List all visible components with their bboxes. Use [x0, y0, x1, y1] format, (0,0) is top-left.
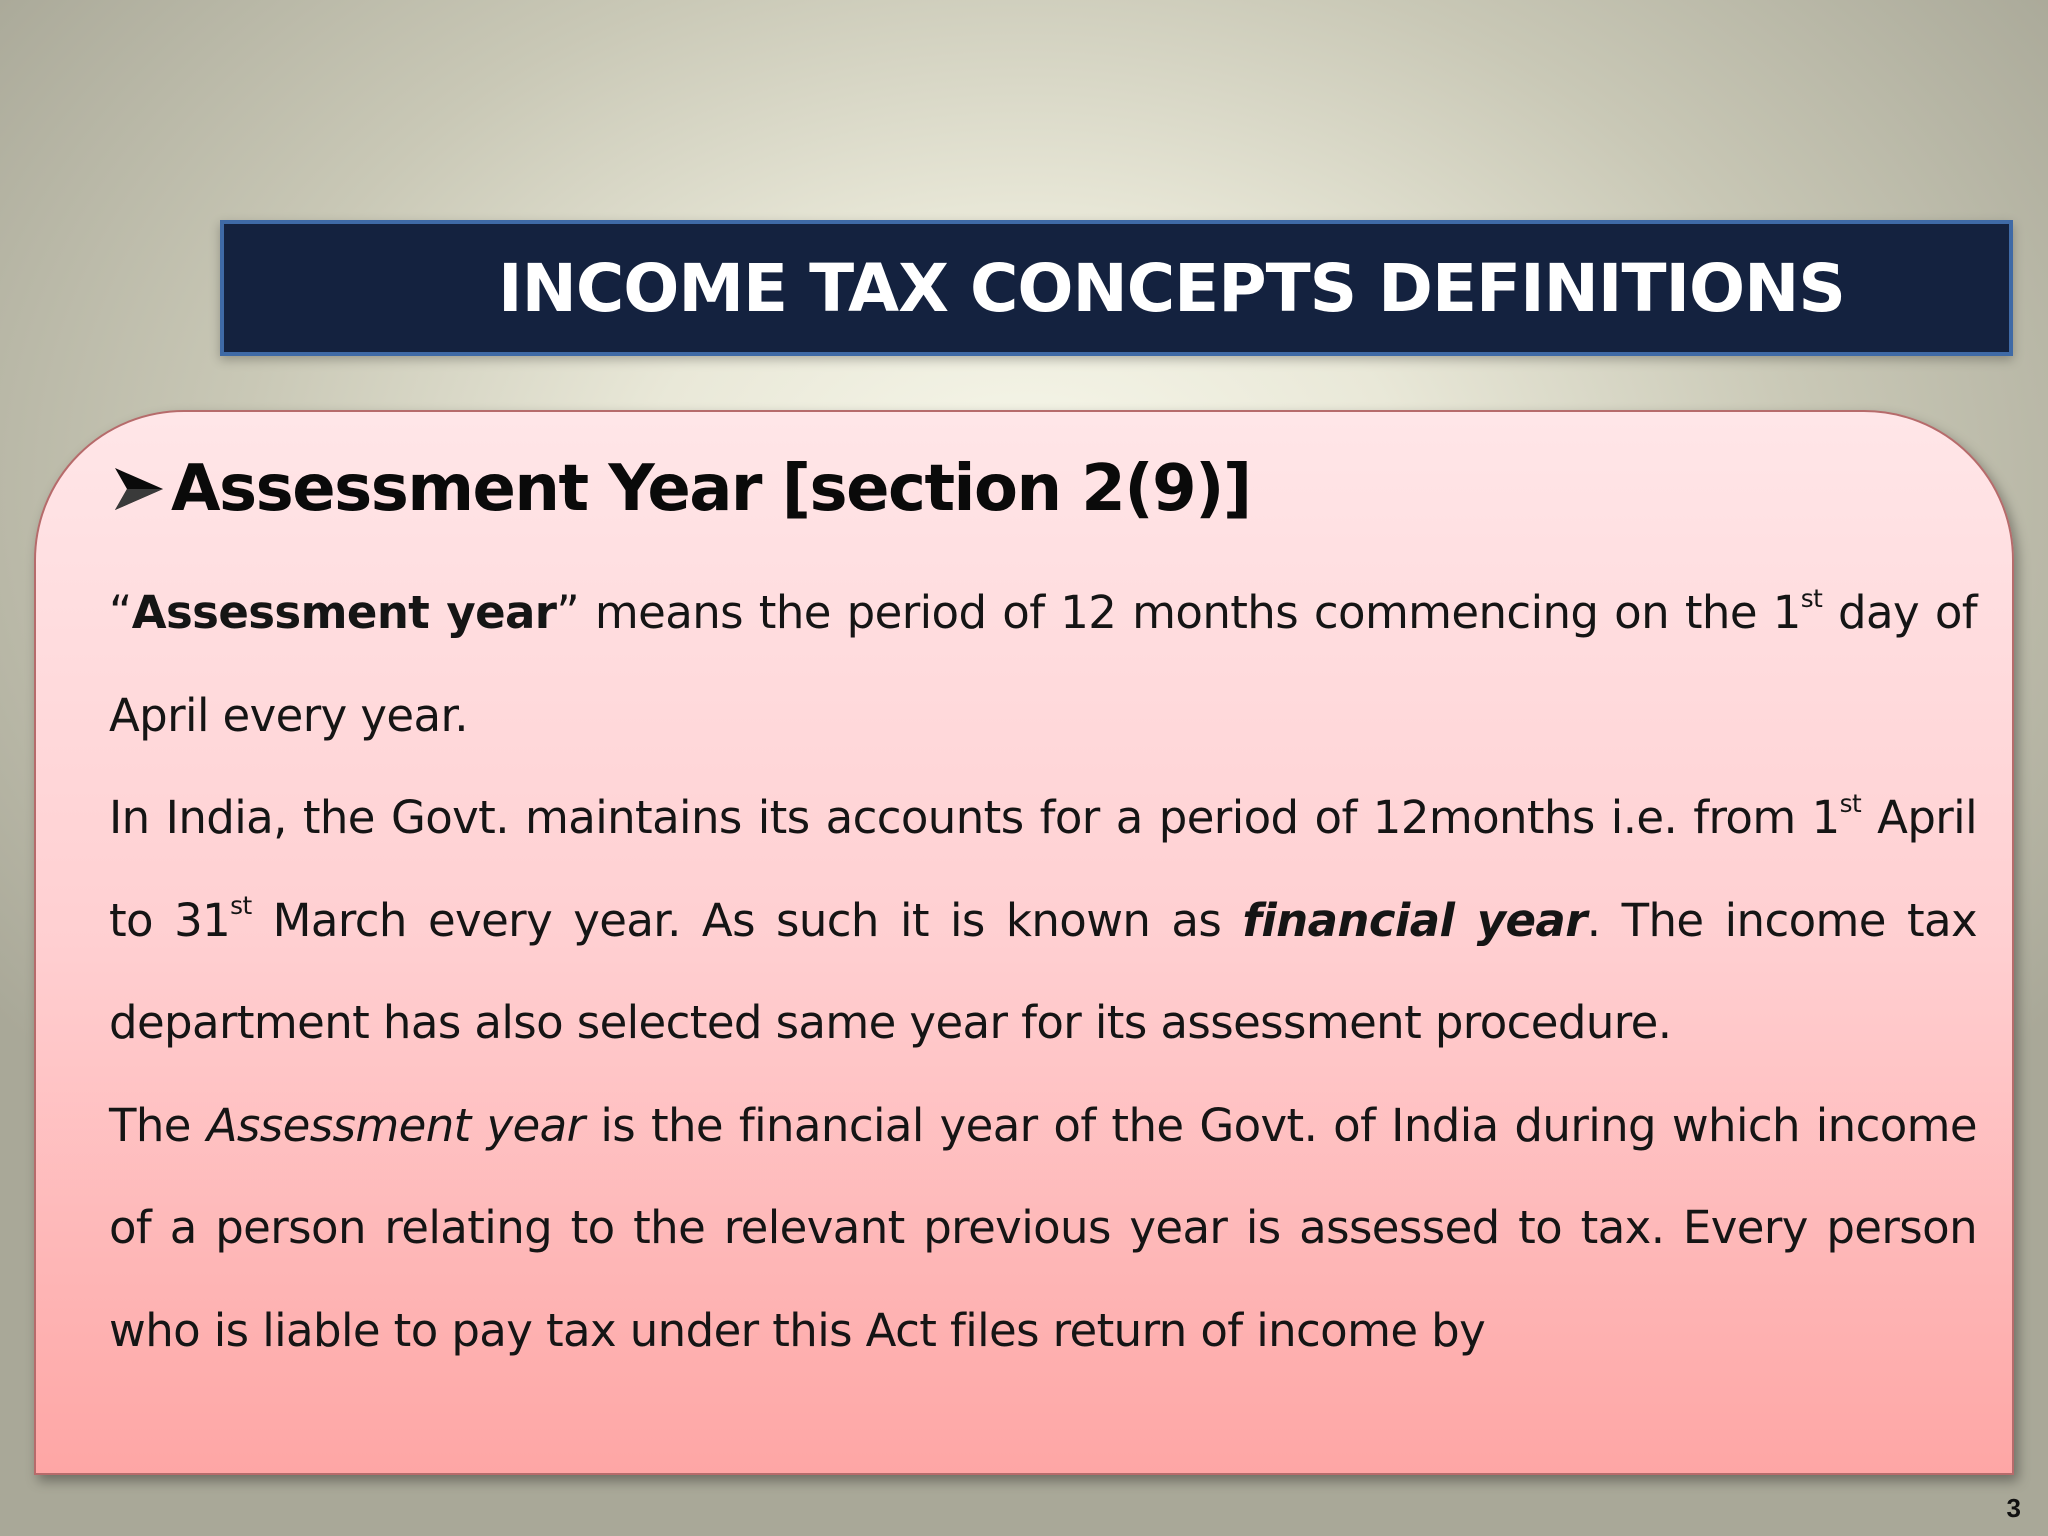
- p2-text-b: April to 31: [109, 791, 1977, 947]
- paragraph-assessment: [109, 1075, 1977, 1383]
- p2-superscript-1: st: [1839, 788, 1862, 818]
- page-number: 3: [2006, 1493, 2021, 1523]
- p1-superscript: st: [1800, 583, 1823, 613]
- term-financial-year: financial year: [1242, 893, 1587, 947]
- content-box: [34, 410, 2014, 1475]
- p2-text-a: In India, the Govt. maintains its accounts for a period of 12months i.e. from 1: [109, 791, 1840, 844]
- paragraph-financial-year: [109, 767, 1977, 1075]
- p1-text-b: day of April every year.: [109, 586, 1977, 742]
- paragraph-definition: [109, 562, 1977, 767]
- p3-text-a: The: [109, 1098, 207, 1152]
- p2-text-c: March every year. As such it is known as: [251, 893, 1243, 947]
- p2-text-d: . The income tax department has also selected same year for its assessment procedure.: [109, 893, 1977, 1049]
- title-banner: [220, 220, 2013, 356]
- p3-text-b: is the financial year of the Govt. of India during which income of a person relating to the relevant previous year is assessed to tax. Every person who is liable to pay tax under this Act files return of income by: [109, 1098, 1977, 1357]
- slide-title: INCOME TAX CONCEPTS DEFINITIONS: [498, 249, 1845, 327]
- section-heading: [111, 452, 1251, 526]
- p2-superscript-2: st: [230, 891, 252, 921]
- open-quote: “: [109, 586, 132, 639]
- heading-text: Assessment Year [section 2(9)]: [171, 452, 1251, 526]
- body-text: [109, 562, 1977, 1382]
- p1-text-a: ” means the period of 12 months commencing on the 1: [556, 586, 1801, 639]
- arrow-bullet-icon: [111, 462, 165, 516]
- term-assessment-year-italic: Assessment year: [206, 1098, 585, 1152]
- term-assessment-year: Assessment year: [131, 586, 557, 639]
